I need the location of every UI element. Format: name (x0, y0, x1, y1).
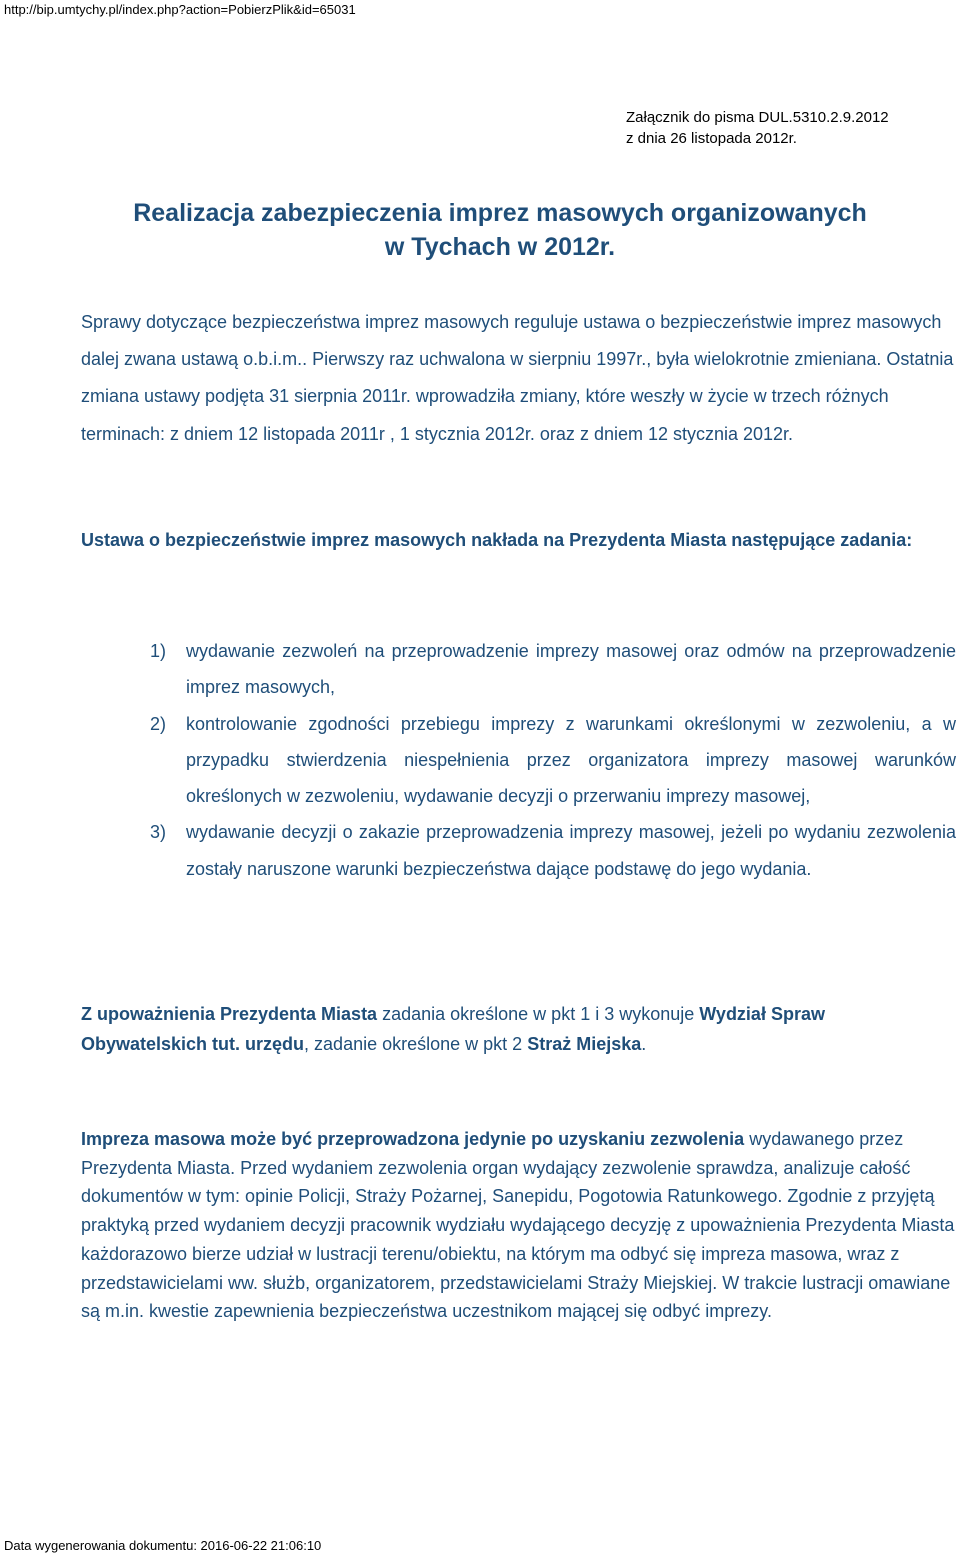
authorization-text-1: zadania określone w pkt 1 i 3 wykonuje (377, 1004, 700, 1024)
procedure-paragraph (81, 1125, 956, 1326)
list-item (150, 706, 956, 815)
authorization-bold-2: Wydział Spraw Obywatelskich tut. urzędu (81, 1004, 825, 1054)
authorization-bold-3: Straż Miejska (527, 1034, 642, 1054)
duties-list (150, 633, 956, 887)
duties-intro: Ustawa o bezpieczeństwie imprez masowych nakłada na Prezydenta Miasta następujące zadania: (81, 530, 913, 550)
generation-date: Data wygenerowania dokumentu: 2016-06-22 21:06:10 (4, 1538, 322, 1553)
document-title (0, 196, 960, 264)
attachment-note (626, 107, 889, 149)
attachment-reference: Załącznik do pisma DUL.5310.2.9.2012 (626, 109, 889, 126)
attachment-date: z dnia 26 listopada 2012r. (626, 130, 797, 147)
source-url: http://bip.umtychy.pl/index.php?action=PobierzPlik&id=65031 (4, 2, 356, 17)
list-item-text: kontrolowanie zgodności przebiegu imprezy z warunkami określonymi w zezwoleniu, a w przypadku stwierdzenia niespełnienia przez organizatora imprezy masowej warunków określonych w zezwoleniu, wydawanie decyzji o przerwaniu imprezy masowej, (186, 713, 956, 807)
list-item (150, 814, 956, 887)
procedure-bold: Impreza masowa może być przeprowadzona jedynie po uzyskaniu zezwolenia (81, 1129, 745, 1149)
list-item-text: wydawanie decyzji o zakazie przeprowadzenia imprezy masowej, jeżeli po wydaniu zezwolenia zostały naruszone warunki bezpieczeństwa dające podstawę do jego wydania. (186, 822, 956, 879)
intro-paragraph: Sprawy dotyczące bezpieczeństwa imprez masowych reguluje ustawa o bezpieczeństwie imprez masowych dalej zwana ustawą o.b.i.m.. Pierwszy raz uchwalona w sierpniu 1997r., była wielokrotnie zmieniana. Ostatnia zmiana ustawy podjęta 31 sierpnia 2011r. wprowadziła zmiany, które weszły w życie w trzech różnych terminach: z dniem 12 listopada 2011r , 1 stycznia 2012r. oraz z dniem 12 stycznia 2012r. (81, 312, 954, 444)
list-item-text: wydawanie zezwoleń na przeprowadzenie imprezy masowej oraz odmów na przeprowadzenie imprez masowych, (186, 641, 956, 698)
authorization-bold-1: Z upoważnienia Prezydenta Miasta (81, 1004, 378, 1024)
authorization-text-3: . (641, 1034, 647, 1054)
title-line-2: w Tychach w 2012r. (384, 233, 616, 261)
list-item-number: 2) (150, 713, 167, 734)
list-item (150, 633, 956, 706)
authorization-paragraph (81, 999, 956, 1059)
list-item-number: 1) (150, 641, 167, 661)
title-line-1: Realizacja zabezpieczenia imprez masowych organizowanych (133, 199, 867, 227)
list-item-number: 3) (150, 822, 167, 843)
procedure-text: wydawanego przez Prezydenta Miasta. Przed wydaniem zezwolenia organ wydający zezwolenie sprawdza, analizuje całość dokumentów w tym: opinie Policji, Straży Pożarnej, Sanepidu, Pogotowia Ratunkowego. Zgodnie z przyjętą praktyką przed wydaniem decyzji pracownik wydziału wydającego decyzję z upoważnienia Prezydenta Miasta każdorazowo bierze udział w lustracji terenu/obiektu, na którym ma odbyć się impreza masowa, wraz z przedstawicielami ww. służb, organizatorem, przedstawicielami Straży Miejskiej. W trakcie lustracji omawiane są m.in. kwestie zapewnienia bezpieczeństwa uczestnikom mającej się odbyć imprezy. (81, 1129, 955, 1322)
authorization-text-2: , zadanie określone w pkt 2 (304, 1034, 528, 1054)
